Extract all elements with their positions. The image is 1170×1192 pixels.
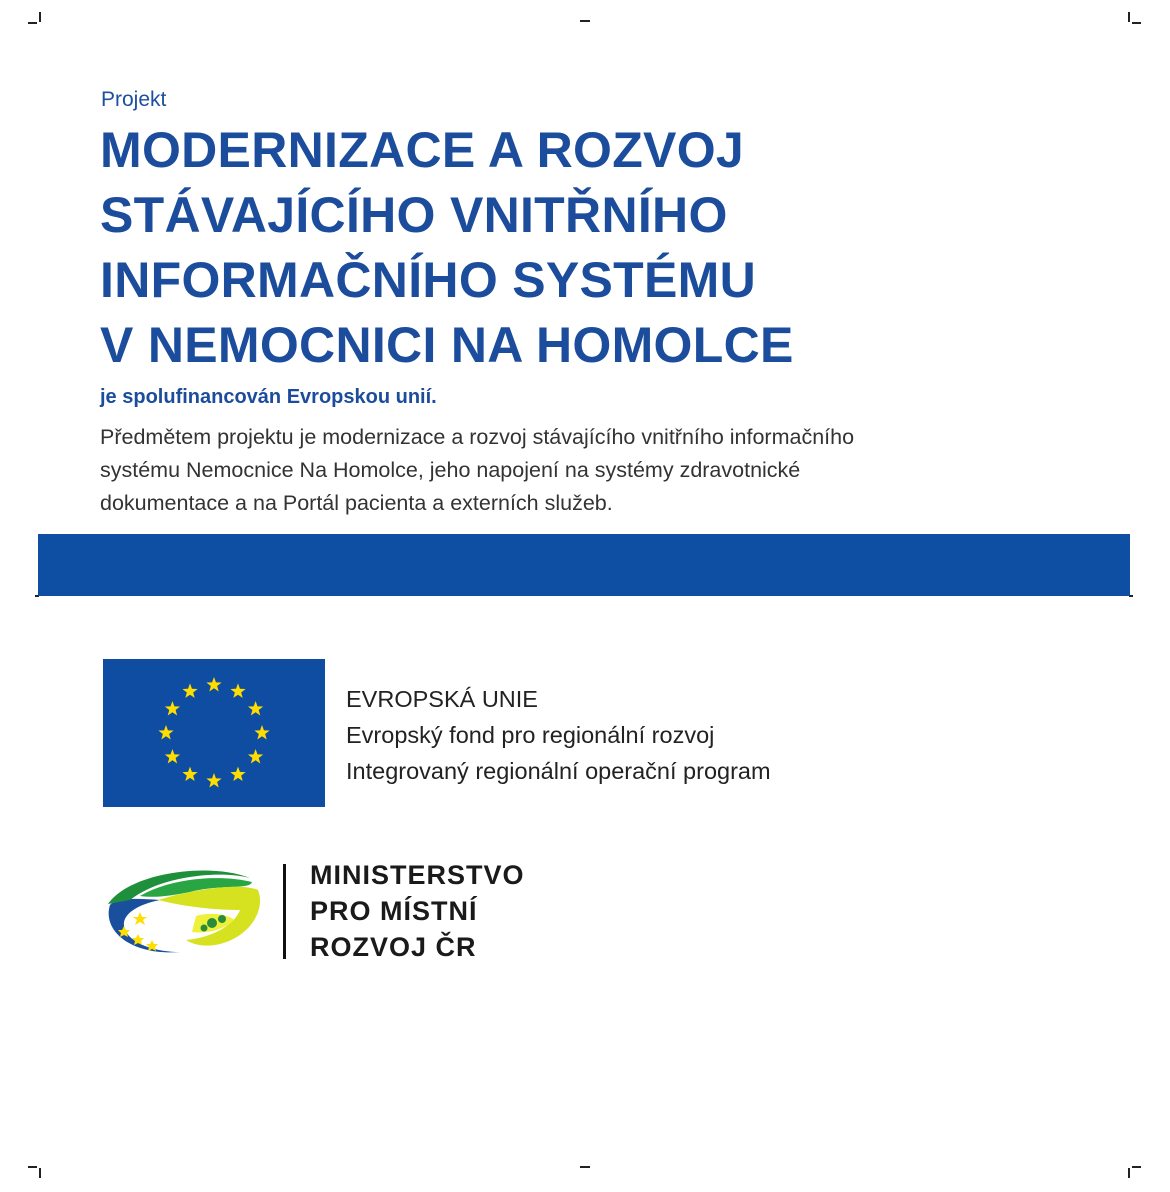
crop-mark <box>28 1166 37 1168</box>
ministry-name <box>310 857 525 965</box>
eu-flag-icon <box>103 659 325 807</box>
project-eyebrow: Projekt <box>101 88 167 111</box>
title-line: STÁVAJÍCÍHO VNITŘNÍHO <box>100 187 728 243</box>
blue-band <box>38 534 1130 596</box>
crop-mark <box>1132 22 1141 24</box>
title-line: INFORMAČNÍHO SYSTÉMU <box>100 252 756 308</box>
crop-mark <box>39 1168 41 1178</box>
crop-mark <box>39 12 41 22</box>
description-line: dokumentace a na Portál pacienta a externích služeb. <box>100 491 613 515</box>
crop-mark <box>1132 1166 1141 1168</box>
title-line: MODERNIZACE A ROZVOJ <box>100 122 744 178</box>
crop-mark <box>28 22 37 24</box>
crop-mark <box>1128 12 1130 22</box>
mmr-logo-icon <box>100 860 265 960</box>
project-title <box>100 118 1000 378</box>
title-line: V NEMOCNICI NA HOMOLCE <box>100 317 794 373</box>
logo-divider <box>283 864 286 959</box>
crop-mark <box>580 20 590 22</box>
ministry-line: ROZVOJ ČR <box>310 932 477 962</box>
description-line: Předmětem projektu je modernizace a rozvoj stávajícího vnitřního informačního <box>100 425 855 449</box>
eu-line-union: EVROPSKÁ UNIE <box>346 686 538 712</box>
eu-funding-text <box>346 681 771 789</box>
eu-line-programme: Integrovaný regionální operační program <box>346 758 771 784</box>
description-line: systému Nemocnice Na Homolce, jeho napojení na systémy zdravotnické <box>100 458 801 482</box>
eu-line-fund: Evropský fond pro regionální rozvoj <box>346 722 715 748</box>
ministry-line: PRO MÍSTNÍ <box>310 896 478 926</box>
ministry-line: MINISTERSTVO <box>310 860 525 890</box>
project-description <box>100 421 1060 520</box>
crop-mark <box>580 1166 590 1168</box>
crop-mark <box>1128 1168 1130 1178</box>
cofinancing-note: je spolufinancován Evropskou unií. <box>100 386 437 408</box>
